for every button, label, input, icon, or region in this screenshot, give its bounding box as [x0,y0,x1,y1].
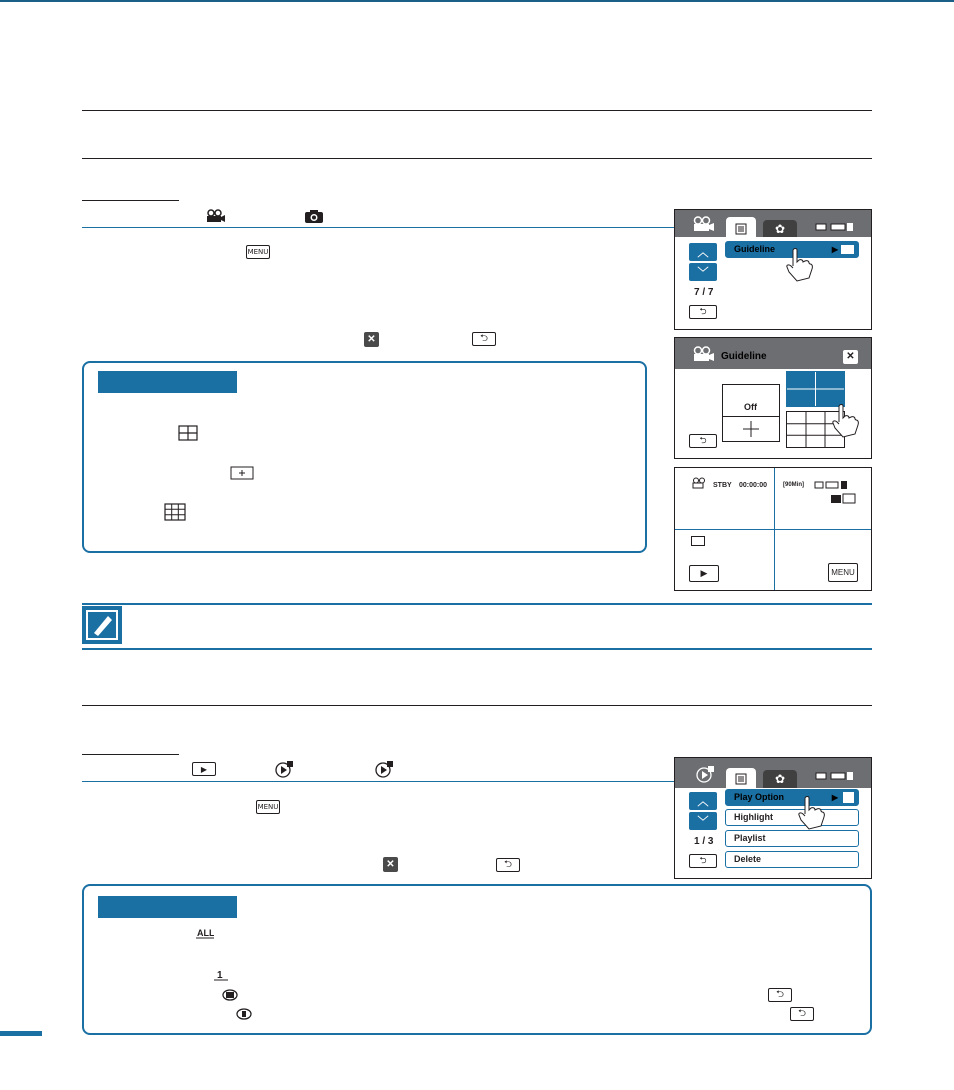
precheck-underline [82,200,179,201]
status-text: STBY [713,482,732,489]
close-icon: ✕ [364,332,379,347]
stabilizer-icon [691,536,705,546]
camcorder-icon [205,209,225,223]
precheck-underline [82,754,179,755]
list-icon [735,772,747,784]
arrow-right-icon: ▶ [831,793,838,802]
menu-item-label: Play Option [734,792,785,802]
info-box-header [98,371,237,393]
camcorder-icon [691,346,715,362]
info-box [82,361,647,553]
remaining-time: [90Min] [783,482,804,488]
close-icon: ✕ [383,857,398,872]
option-off-label: Off [744,402,757,412]
back-icon: ⮌ [472,332,496,346]
back-button[interactable]: ⮌ [689,434,717,448]
back-button[interactable]: ⮌ [689,854,717,868]
note-icon [82,606,122,644]
screen-play-menu [674,757,872,879]
option-crosshair[interactable] [722,416,780,442]
scroll-up-button[interactable]: ︿ [689,243,717,261]
menu-item-label: Guideline [734,244,776,254]
play-option-one-icon [214,968,230,980]
page-tab-marker [0,1031,42,1036]
precheck-line [82,781,674,782]
svg-text:1: 1 [217,970,223,981]
screen-standby [674,467,872,591]
crosshair-icon [723,417,779,441]
menu-button[interactable] [828,563,858,582]
note-top-line [82,603,872,605]
menu-button-label: MENU [831,568,855,577]
camera-icon [304,209,324,224]
timecode: 00:00:00 [739,482,768,489]
menu-icon [246,245,270,259]
menu-item-label: Highlight [734,812,773,822]
divider [82,110,872,111]
top-rule [0,0,954,2]
menu-item-label: Playlist [734,833,766,843]
hand-pointer-icon [797,796,827,830]
info-box [82,884,872,1035]
menu-item-playlist[interactable] [725,830,859,847]
screen-guideline-options [674,337,872,459]
menu-item-label: Delete [734,854,762,864]
menu-icon [256,800,280,814]
horizontal-guide [675,529,872,530]
repeat-one-icon [235,1007,253,1021]
scroll-down-button[interactable]: ﹀ [689,263,717,281]
menu-item-play-option[interactable] [725,789,859,806]
back-icon: ⮌ [496,858,520,872]
repeat-all-icon [221,988,239,1002]
menu-icon-label: MENU [247,248,269,256]
divider [82,705,872,706]
option-off[interactable] [722,384,780,418]
page-indicator: 7 / 7 [694,287,714,298]
option-grid-2x2[interactable] [786,371,845,407]
back-icon: ⮌ [790,1007,814,1021]
grid-2x2-icon [787,372,844,406]
screen-menu-guideline [674,209,872,330]
camcorder-icon [691,476,707,488]
grid-3x3-icon [164,503,186,521]
list-icon [735,222,747,234]
note-bottom-line [82,648,872,650]
play-option-all-icon [196,926,214,938]
gear-icon: ✿ [774,222,786,236]
back-button[interactable]: ⮌ [689,305,717,319]
close-button[interactable]: ✕ [843,350,858,364]
gear-icon: ✿ [774,772,786,786]
menu-item-highlight[interactable] [725,809,859,826]
svg-text:ALL: ALL [197,928,214,938]
battery-icon [815,768,855,778]
camcorder-icon [691,216,715,232]
info-box-header [98,896,237,918]
scroll-up-button[interactable]: ︿ [689,792,717,810]
video-play-icon [695,765,715,783]
status-icons [813,481,857,509]
hand-pointer-icon [831,404,861,438]
arrow-right-icon: ▶ [831,245,838,254]
grid-2x2-icon [178,425,198,441]
guideline-icon [841,245,854,254]
precheck-line [82,227,674,228]
page-indicator: 1 / 3 [694,836,714,847]
crosshair-icon [230,466,254,480]
screen-title: Guideline [721,351,767,362]
play-icon: ▶ [192,762,216,776]
scroll-down-button[interactable]: ﹀ [689,812,717,830]
video-play-icon [274,760,294,778]
battery-icon [815,219,855,229]
play-option-all-icon [843,792,854,803]
video-play-icon [374,760,394,778]
play-button[interactable]: ▶ [689,565,719,582]
menu-item-delete[interactable] [725,851,859,868]
menu-icon-label: MENU [257,803,279,811]
divider [82,158,872,159]
hand-pointer-icon [785,248,815,282]
back-icon: ⮌ [768,988,792,1002]
